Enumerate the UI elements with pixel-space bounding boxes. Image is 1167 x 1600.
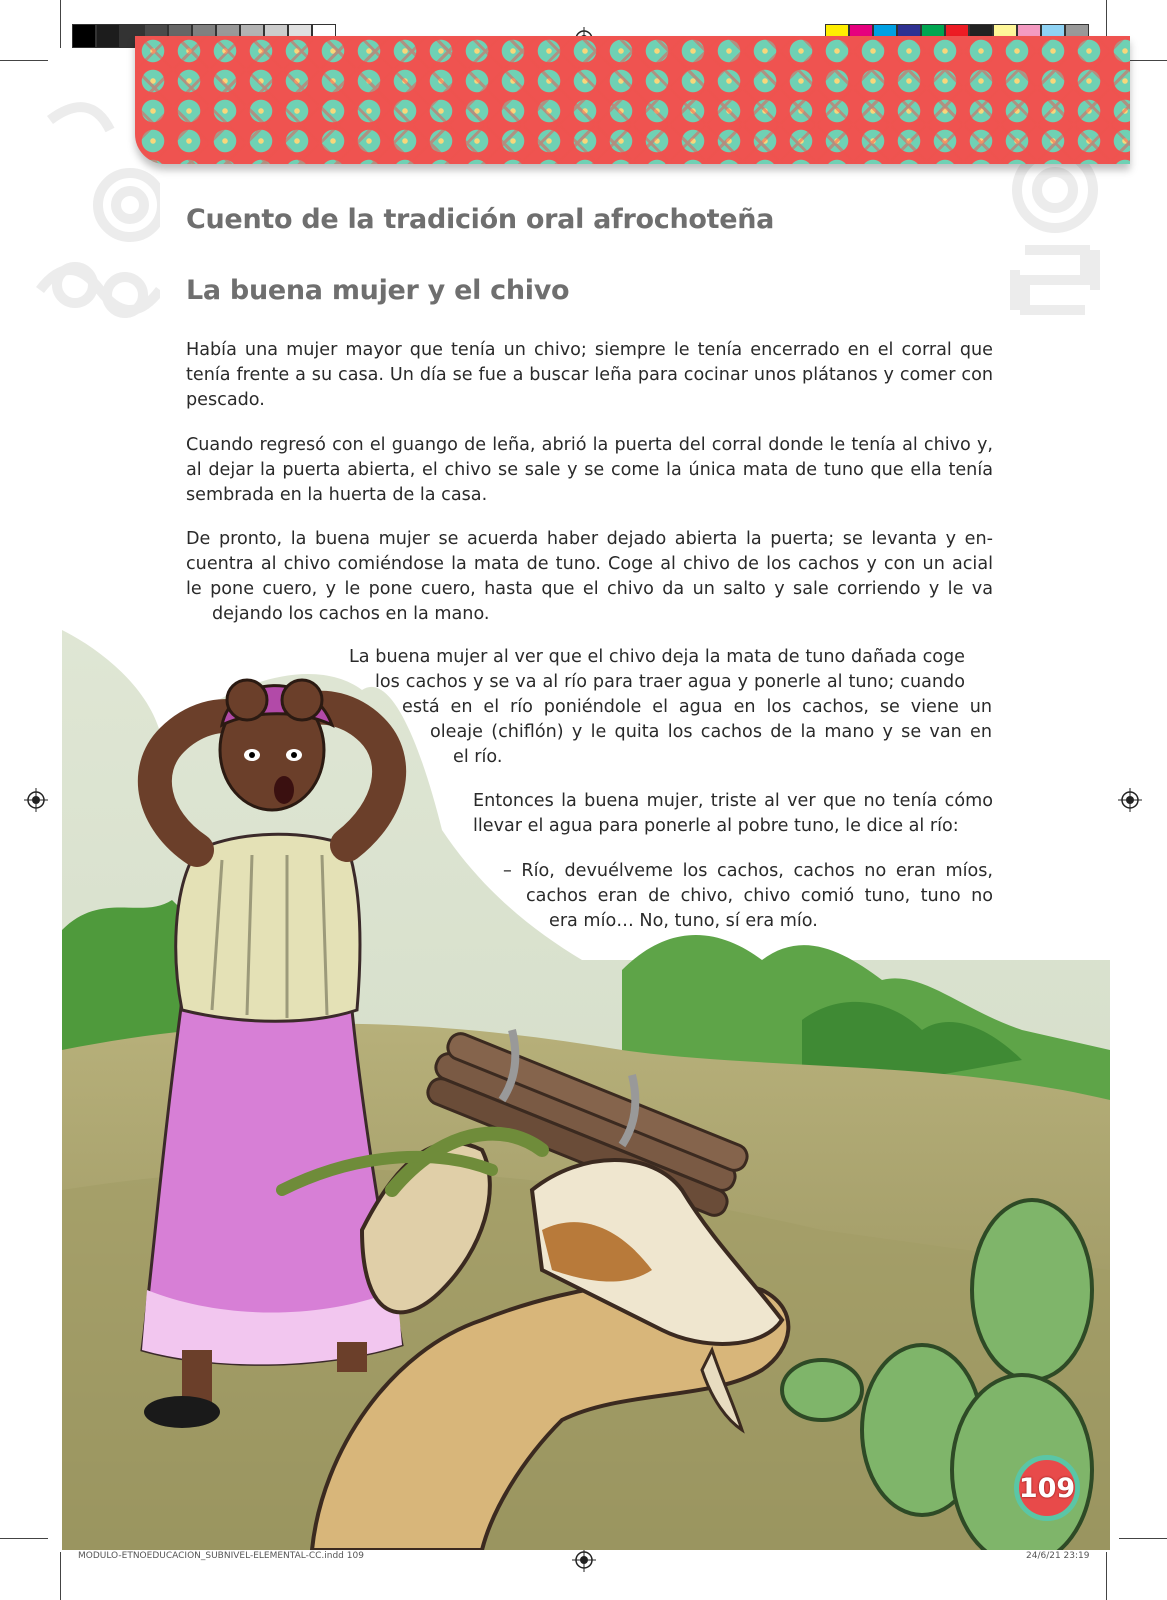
paragraph-5-line-1: Entonces la buena mujer, triste al ver que no tenía cómo	[473, 791, 993, 811]
paragraph-3-line-1: De pronto, la buena mujer se acuerda haber dejado abierta la puerta; se levanta y en-	[186, 529, 993, 549]
paragraph-4-line-2: los cachos y se va al río para traer agua y ponerle al tuno; cuando	[375, 672, 965, 692]
dialogue-line-3: era mío… No, tuno, sí era mío.	[549, 911, 818, 931]
story-title: La buena mujer y el chivo	[186, 275, 570, 306]
paragraph-3-line-4: dejando los cachos en la mano.	[212, 604, 490, 624]
paragraph-4-line-5: el río.	[453, 747, 503, 767]
paragraph-2: Cuando regresó con el guango de leña, abrió la puerta del corral donde le tenía al chivo y, al dejar la puerta abierta, el chivo se sale y se come la única mata de tuno que ella tenía sembrada en la huerta de la casa.	[186, 435, 993, 505]
registration-target-icon	[572, 1548, 596, 1572]
crop-mark	[60, 0, 61, 48]
paragraph-4-line-1: La buena mujer al ver que el chivo deja la mata de tuno dañada coge	[349, 647, 965, 667]
paragraph-4-line-4: oleaje (chiflón) y le quita los cachos de la mano y se van en	[430, 722, 992, 742]
dialogue-line-2: cachos eran de chivo, chivo comió tuno, tuno no	[526, 886, 993, 906]
paragraph-5-line-2: llevar el agua para ponerle al pobre tuno, le dice al río:	[473, 816, 959, 836]
paragraph-3-line-3: le pone cuero, y le pone cuero, hasta que el chivo da un salto y sale corriendo y le va	[186, 579, 993, 599]
crop-mark	[0, 1538, 48, 1539]
collection-heading: Cuento de la tradición oral afrochoteña	[186, 204, 775, 235]
crop-mark	[1106, 1552, 1107, 1600]
right-ornament	[985, 140, 1115, 340]
paragraph-1: Había una mujer mayor que tenía un chivo; siempre le tenía encerrado en el corral que tenía frente a su casa. Un día se fue a buscar leña para cocinar unos plátanos y comer con pescado.	[186, 340, 993, 410]
registration-target-icon	[24, 788, 48, 812]
registration-target-icon	[1118, 788, 1142, 812]
crop-mark	[60, 1552, 61, 1600]
header-pattern-band	[135, 36, 1130, 164]
story-illustration	[62, 630, 1110, 1550]
dialogue-line-1: – Río, devuélveme los cachos, cachos no eran míos,	[503, 861, 993, 881]
print-slug-date: 24/6/21 23:19	[1026, 1551, 1090, 1561]
paragraph-4-line-3: está en el río poniéndole el agua en los cachos, se viene un	[402, 697, 992, 717]
paragraph-3-line-2: cuentra al chivo comiéndose la mata de tuno. Coge al chivo de los cachos y con un acial	[186, 554, 993, 574]
page-number-badge	[1014, 1455, 1080, 1521]
page-number: 109	[1018, 1472, 1076, 1504]
crop-mark	[1119, 1538, 1167, 1539]
print-slug-file: MODULO-ETNOEDUCACION_SUBNIVEL-ELEMENTAL-CC.indd 109	[78, 1551, 364, 1561]
